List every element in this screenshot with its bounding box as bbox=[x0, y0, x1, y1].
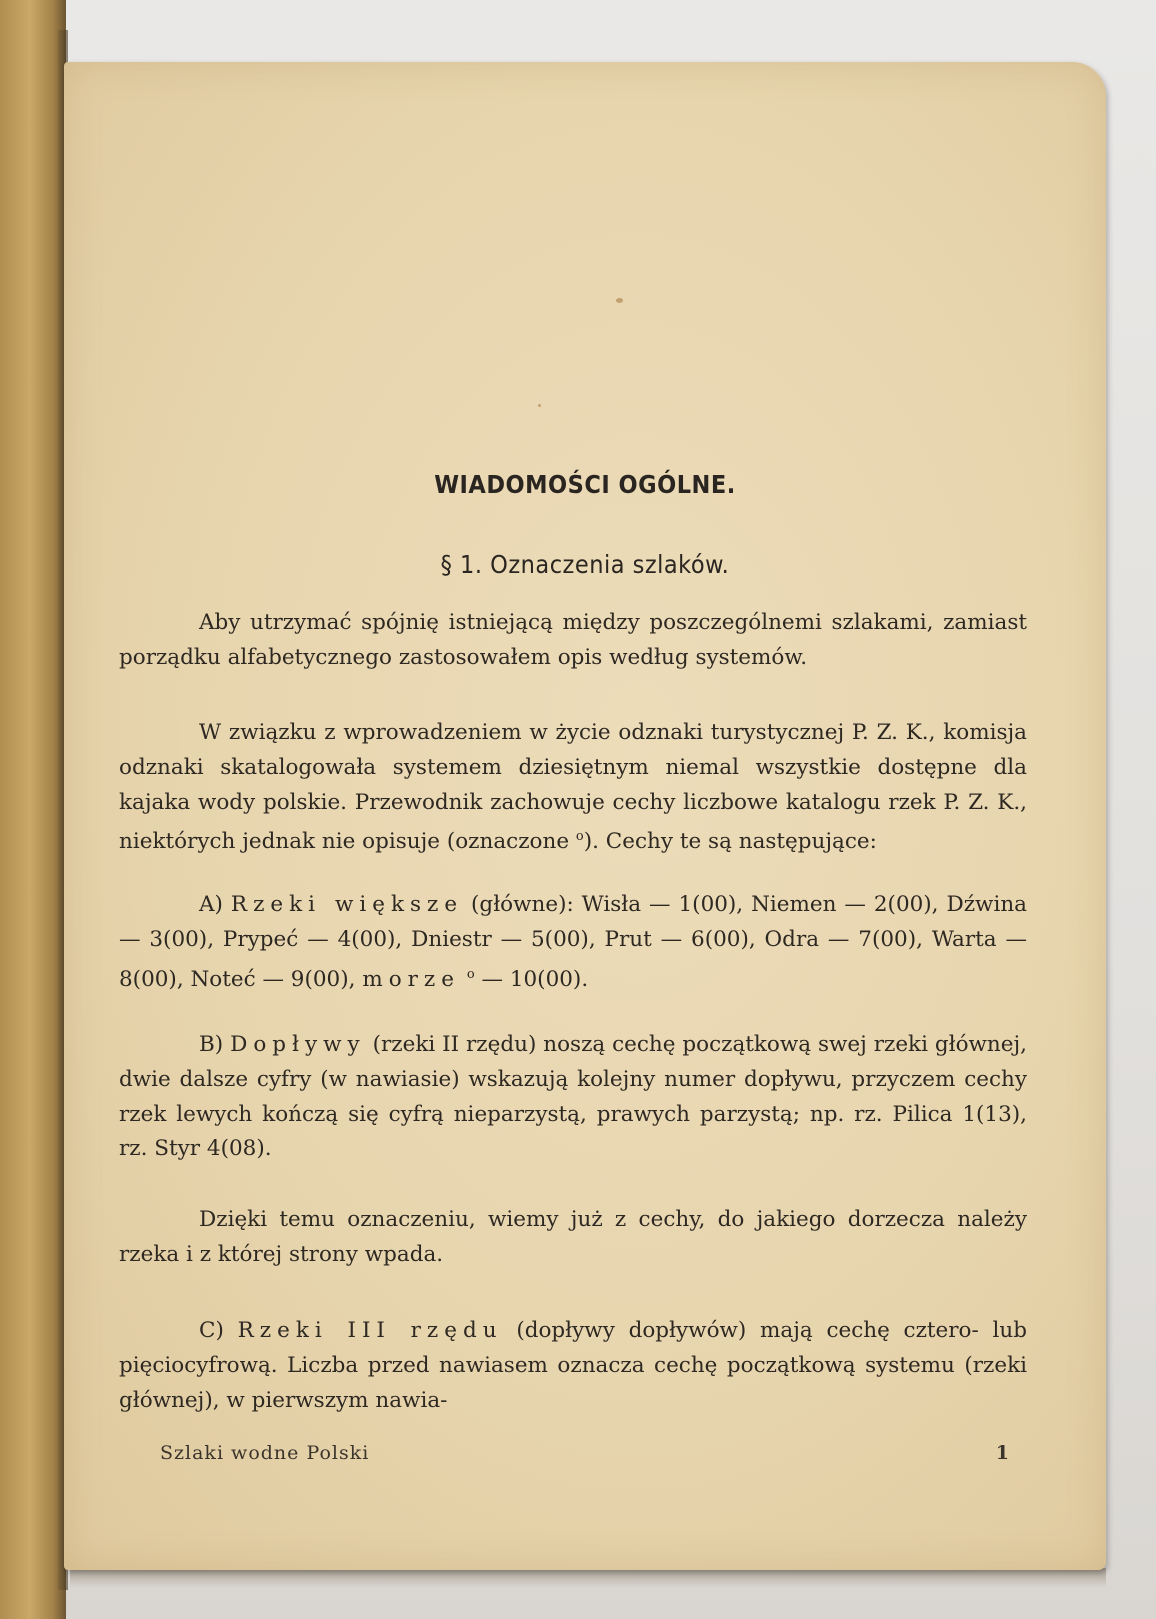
tributaries-text bbox=[119, 1028, 1027, 1167]
book-page bbox=[64, 62, 1106, 1570]
superscript-mark: o bbox=[466, 966, 475, 982]
page-title: WIADOMOŚCI OGÓLNE. bbox=[434, 470, 736, 499]
badge-text-end: ). Cechy te są następujące: bbox=[583, 829, 877, 855]
paragraph-intro-text: Aby utrzymać spójnię istniejącą między poszczególnemi szlakami, zamiast porządku alfabetycznego zastosowałem opis według systemów. bbox=[119, 610, 1027, 670]
third-order-text bbox=[119, 1314, 1027, 1418]
spaced-term-sea: morze bbox=[362, 966, 460, 992]
spaced-term: Rzeki III rzędu bbox=[237, 1318, 503, 1343]
spaced-term: Dopływy bbox=[230, 1032, 366, 1057]
paper-speck bbox=[538, 404, 541, 407]
tributaries-description: (rzeki II rzędu) noszą cechę początkową swej rzeki głównej, dwie dalsze cyfry (w nawiasie) wskazują kolejny numer dopływu, przyczem cechy rzek lewych kończą się cyfrą nieparzystą, prawych parzystą; np. rz. Pilica 1(13), rz. Styr 4(08). bbox=[119, 1032, 1027, 1162]
paragraph-main-rivers bbox=[119, 888, 1027, 997]
benefit-text: Dzięki temu oznaczeniu, wiemy już z cechy, do jakiego dorzecza należy rzeka i z której strony wpada. bbox=[119, 1207, 1027, 1267]
main-rivers-text bbox=[119, 888, 1027, 997]
paragraph-tributaries bbox=[119, 1028, 1027, 1167]
list-label: B) bbox=[199, 1032, 224, 1057]
third-order-description: (dopływy dopływów) mają cechę cztero- lub pięciocyfrową. Liczba przed nawiasem oznacza cechę początkową systemu (rzeki głównej), w pierwszym nawia- bbox=[119, 1318, 1027, 1413]
badge-text-part: W związku z wprowadzeniem w życie odznaki turystycznej P. Z. K., komisja odznaki skatalogowała systemem dziesiętnym niemal wszystkie dostępne dla kajaka wody polskie. Przewodnik zachowuje cechy liczbowe katalogu rzek P. Z. K., niektórych jednak nie opisuje (oznaczone bbox=[119, 720, 1027, 855]
spaced-term: Rzeki większe bbox=[230, 892, 464, 917]
main-rivers-list: (główne): Wisła — 1(00), Niemen — 2(00), Dźwina — 3(00), Prypeć — 4(00), Dniestr — 5(00), Prut — 6(00), Odra — 7(00), Warta — 8(00), Noteć — 9(00), bbox=[119, 892, 1027, 992]
footer-book-title: Szlaki wodne Polski bbox=[160, 1442, 370, 1464]
list-label: A) bbox=[199, 892, 223, 917]
list-label: C) bbox=[199, 1318, 224, 1343]
page-number: 1 bbox=[995, 1442, 1010, 1464]
paragraph-badge bbox=[119, 716, 1027, 860]
paragraph-third-order bbox=[119, 1314, 1027, 1418]
paper-speck bbox=[616, 298, 623, 303]
page-shadow bbox=[70, 1568, 1106, 1588]
paragraph-badge-text bbox=[119, 716, 1027, 860]
section-heading: § 1. Oznaczenia szlaków. bbox=[440, 550, 730, 579]
superscript-mark: o bbox=[575, 829, 584, 845]
paragraph-benefit bbox=[119, 1203, 1027, 1273]
book-spine bbox=[0, 0, 66, 1619]
sea-code: — 10(00). bbox=[474, 966, 589, 992]
paragraph-intro bbox=[119, 606, 1027, 676]
